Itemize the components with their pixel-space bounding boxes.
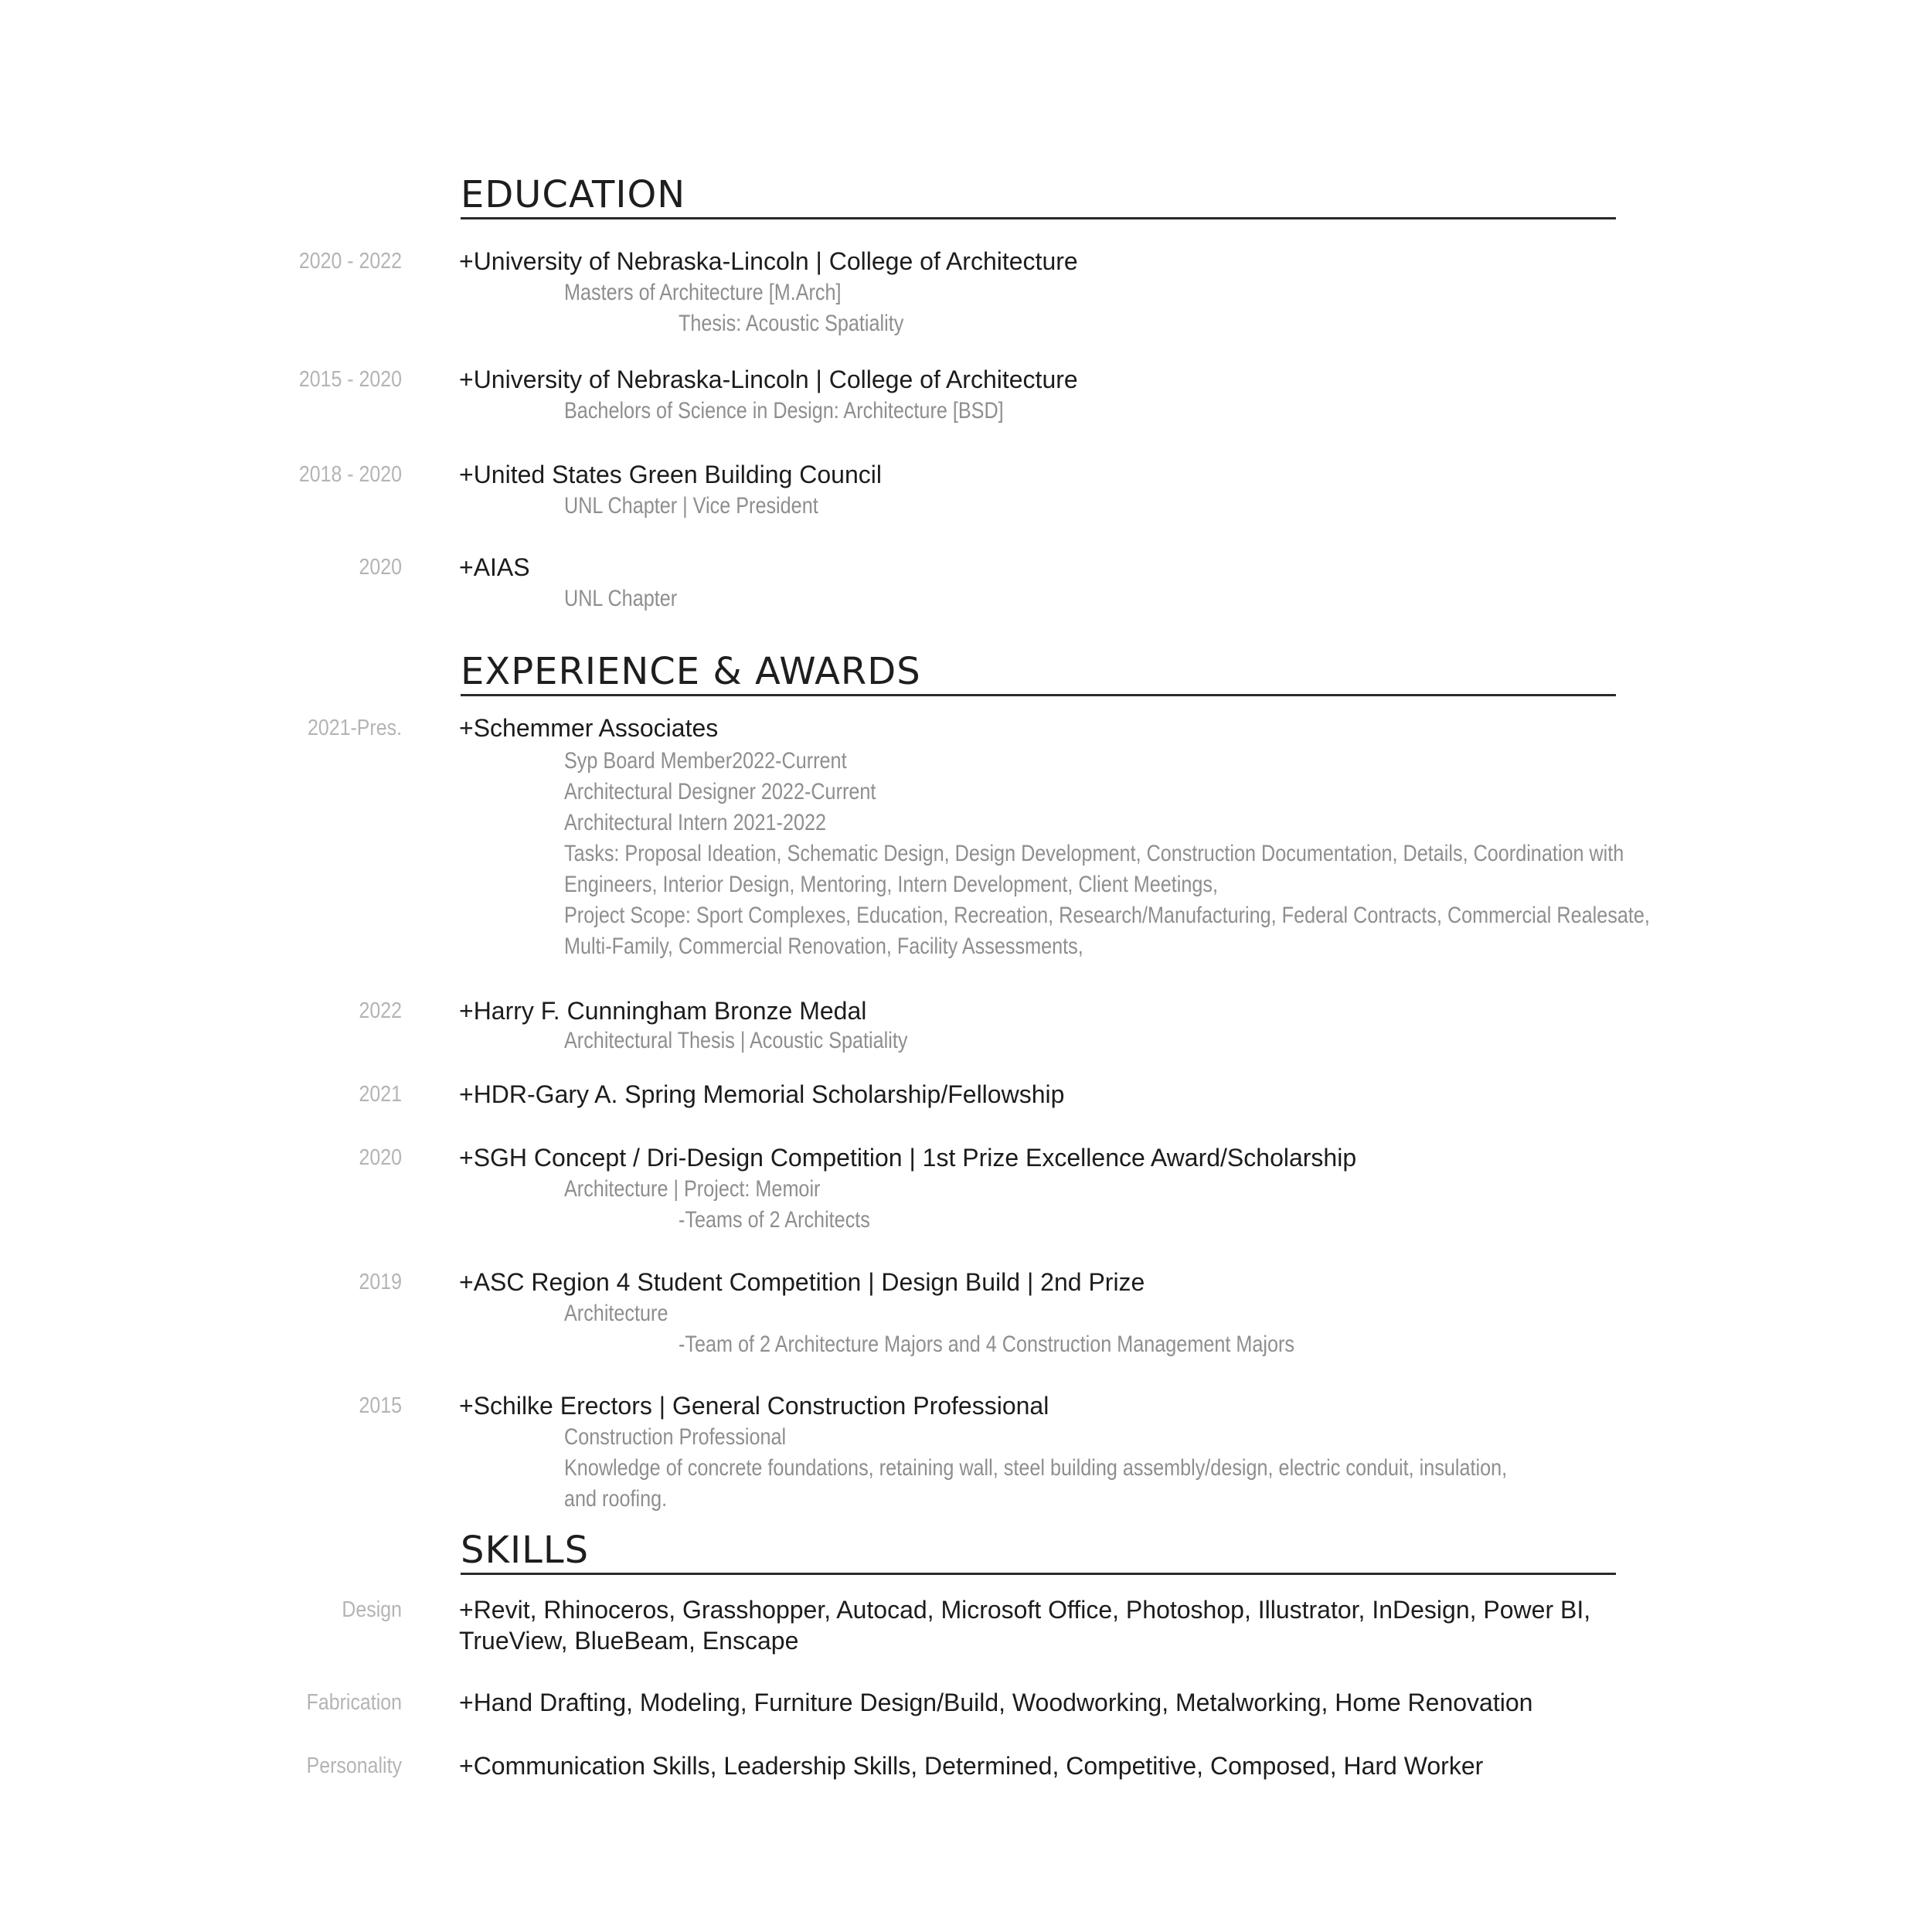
experience-entry-detail: Multi-Family, Commercial Renovation, Facility Assessments, <box>564 934 1083 959</box>
experience-entry-title: +Harry F. Cunningham Bronze Medal <box>459 997 867 1025</box>
education-entry-detail: UNL Chapter | Vice President <box>564 493 818 519</box>
education-entry-detail: Thesis: Acoustic Spatiality <box>679 311 904 336</box>
experience-entry-detail: Construction Professional <box>564 1424 787 1450</box>
experience-entry-detail: Architectural Thesis | Acoustic Spatiality <box>564 1028 908 1053</box>
education-divider <box>461 217 1616 219</box>
experience-entry-detail: -Teams of 2 Architects <box>679 1207 870 1233</box>
experience-entry-title: +Schemmer Associates <box>459 714 719 742</box>
experience-date: 2022 <box>359 998 402 1023</box>
skill-list: +Revit, Rhinoceros, Grasshopper, Autocad, Microsoft Office, Photoshop, Illustrator, InDesign, Power BI, <box>459 1596 1591 1624</box>
skills-heading: SKILLS <box>461 1529 590 1572</box>
skill-list: TrueView, BlueBeam, Enscape <box>459 1627 799 1655</box>
experience-date: 2020 <box>359 1145 402 1170</box>
education-entry-detail: UNL Chapter <box>564 586 678 611</box>
skill-list: +Hand Drafting, Modeling, Furniture Design/Build, Woodworking, Metalworking, Home Renovation <box>459 1689 1533 1716</box>
education-date: 2018 - 2020 <box>298 462 402 487</box>
education-date: 2020 <box>359 555 402 580</box>
experience-entry-title: +SGH Concept / Dri-Design Competition | 1st Prize Excellence Award/Scholarship <box>459 1144 1357 1172</box>
experience-entry-detail: Syp Board Member2022-Current <box>564 748 847 774</box>
experience-entry-detail: Engineers, Interior Design, Mentoring, Intern Development, Client Meetings, <box>564 872 1219 897</box>
experience-entry-detail: Knowledge of concrete foundations, retaining wall, steel building assembly/design, electric conduit, insulation, <box>564 1455 1508 1481</box>
experience-entry-title: +Schilke Erectors | General Construction Professional <box>459 1392 1049 1420</box>
experience-entry-detail: Project Scope: Sport Complexes, Education, Recreation, Research/Manufacturing, Federal Contracts, Commercial Realesate, <box>564 903 1650 928</box>
experience-date: 2021 <box>359 1082 402 1107</box>
experience-divider <box>461 694 1616 696</box>
education-entry-detail: Bachelors of Science in Design: Architecture [BSD] <box>564 398 1004 423</box>
education-date: 2015 - 2020 <box>298 367 402 392</box>
experience-entry-detail: -Team of 2 Architecture Majors and 4 Construction Management Majors <box>679 1332 1294 1357</box>
education-heading: EDUCATION <box>461 173 686 216</box>
education-entry-title: +AIAS <box>459 553 530 581</box>
experience-date: 2019 <box>359 1270 402 1294</box>
experience-entry-detail: Architectural Intern 2021-2022 <box>564 810 827 835</box>
skill-list: +Communication Skills, Leadership Skills, Determined, Competitive, Composed, Hard Worker <box>459 1752 1484 1780</box>
experience-date: 2021-Pres. <box>308 716 402 740</box>
skill-category-label: Fabrication <box>306 1690 402 1715</box>
experience-entry-title: +HDR-Gary A. Spring Memorial Scholarship/Fellowship <box>459 1080 1065 1108</box>
education-entry-title: +University of Nebraska-Lincoln | College of Architecture <box>459 366 1078 393</box>
experience-entry-detail: and roofing. <box>564 1486 668 1512</box>
experience-heading: EXPERIENCE & AWARDS <box>461 650 921 693</box>
skill-category-label: Personality <box>306 1753 402 1778</box>
experience-date: 2015 <box>359 1393 402 1418</box>
education-date: 2020 - 2022 <box>298 249 402 274</box>
education-entry-title: +United States Green Building Council <box>459 461 882 488</box>
experience-entry-detail: Tasks: Proposal Ideation, Schematic Design, Design Development, Construction Documentation, Details, Coordination with <box>564 841 1624 866</box>
experience-entry-detail: Architecture <box>564 1301 668 1326</box>
education-entry-detail: Masters of Architecture [M.Arch] <box>564 280 842 305</box>
experience-entry-detail: Architectural Designer 2022-Current <box>564 779 876 804</box>
skills-divider <box>461 1573 1616 1575</box>
skill-category-label: Design <box>342 1597 402 1622</box>
education-entry-title: +University of Nebraska-Lincoln | College of Architecture <box>459 247 1078 275</box>
experience-entry-title: +ASC Region 4 Student Competition | Design Build | 2nd Prize <box>459 1268 1145 1296</box>
experience-entry-detail: Architecture | Project: Memoir <box>564 1176 821 1202</box>
